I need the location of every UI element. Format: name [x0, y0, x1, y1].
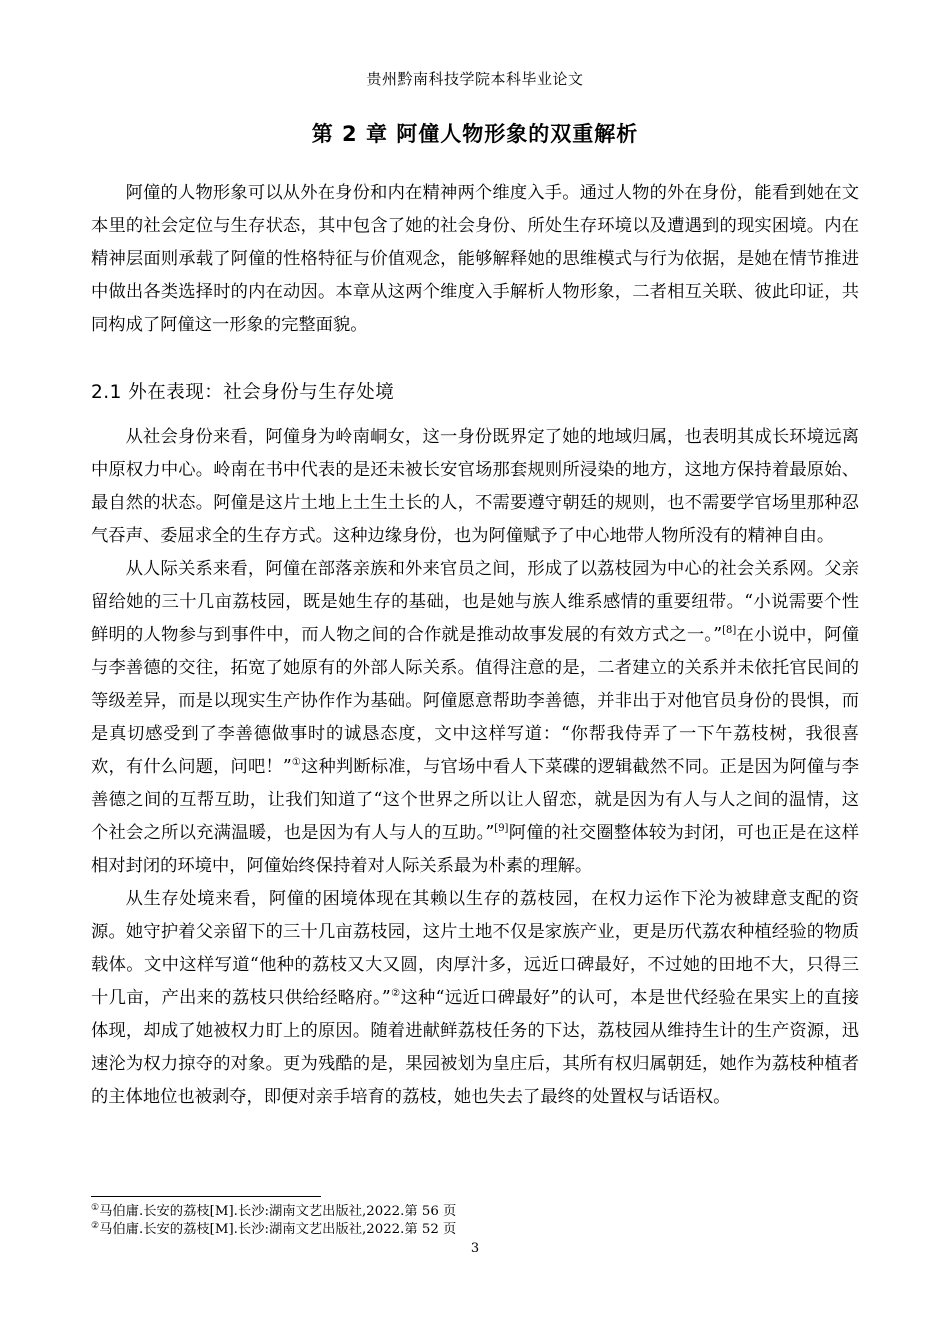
- footnote-text: 马伯庸.长安的荔枝[M].长沙:湖南文艺出版社,2022.第 52 页: [99, 1222, 457, 1237]
- paragraph-social-identity: 从社会身份来看，阿僮身为岭南峒女，这一身份既界定了她的地域归属，也表明其成长环境远离中原权力中心。岭南在书中代表的是还未被长安官场那套规则所浸染的地方，这地方保持着最原始、最自然的状态。阿僮是这片土地上土生土长的人，不需要遵守朝廷的规则，也不需要学官场里那种忍气吞声、委屈求全的生存方式。这种边缘身份，也为阿僮赋予了中心地带人物所没有的精神自由。: [91, 427, 859, 546]
- footnote-ref: ②: [390, 988, 401, 999]
- paragraph-relationships: [91, 553, 859, 883]
- paragraph-living-conditions: [91, 883, 859, 1114]
- footnote-separator: [91, 1196, 321, 1197]
- text-segment: 这种“远近口碑最好”的认可，本是世代经验在果实上的直接体现，却成了她被权力盯上的原因。随着进献鲜荔枝任务的下达，荔枝园从维持生计的生产资源，迅速沦为权力掠夺的对象。更为残酷的是，果园被划为皇庄后，其所有权归属朝廷，她作为荔枝种植者的主体地位也被剥夺，即便对亲手培育的荔枝，她也失去了最终的处置权与话语权。: [91, 988, 860, 1107]
- intro-section: [91, 177, 859, 342]
- text-segment: 阿僮的社交圈整体较为封闭，可也正是在这样相对封闭的环境中，阿僮始终保持着对人际关系最为朴素的理解。: [91, 823, 859, 876]
- footnote-item: [91, 1203, 859, 1221]
- footnotes: [91, 1203, 859, 1239]
- text-segment: 从生存处境来看，阿僮的困境体现在其赖以生存的荔枝园，在权力运作下沦为被肆意支配的资源。她守护着父亲留下的三十几亩荔枝园，这片土地不仅是家族产业，更是历代荔农种植经验的物质载体。文中这样写道“他种的荔枝又大又圆，肉厚汁多，远近口碑最好，不过她的田地不大，只得三十几亩，产出来的荔枝只供给经略府。”: [91, 889, 859, 1008]
- section-body: [91, 421, 859, 1114]
- text-segment: 这种判断标准，与官场中看人下菜碟的逻辑截然不同。正是因为阿僮与李善德之间的互帮互助，让我们知道了“这个世界之所以让人留恋，就是因为有人与人之间的温情，这个社会之所以充满温暖，也是因为有人与人的互助。”: [91, 757, 859, 843]
- citation-ref: [9]: [494, 823, 509, 834]
- footnote-ref: ①: [291, 757, 301, 768]
- footnote-text: 马伯庸.长安的荔枝[M].长沙:湖南文艺出版社,2022.第 56 页: [99, 1204, 457, 1219]
- text-segment: 从人际关系来看，阿僮在部落亲族和外来官员之间，形成了以荔枝园为中心的社会关系网。父亲留给她的三十几亩荔枝园，既是她生存的基础，也是她与族人维系感情的重要纽带。“小说需要个性鲜明的人物参与到事件中，而人物之间的合作就是推动故事发展的有效方式之一。”: [91, 559, 859, 645]
- page-number: 3: [470, 1241, 480, 1256]
- footnote-item: [91, 1221, 859, 1239]
- citation-ref: [8]: [722, 625, 737, 636]
- footnote-mark: ②: [91, 1221, 100, 1231]
- text-segment: 在小说中，阿僮与李善德的交往，拓宽了她原有的外部人际关系。值得注意的是，二者建立的关系并未依托官民间的等级差异，而是以现实生产协作作为基础。阿僮愿意帮助李善德，并非出于对他官员身份的畏惧，而是真切感受到了李善德做事时的诚恳态度，文中这样写道：“你帮我侍弄了一下午荔枝树，我很喜欢，有什么问题，问吧！”: [91, 625, 859, 777]
- running-header: 贵州黔南科技学院本科毕业论文: [366, 70, 584, 88]
- footnote-mark: ①: [91, 1203, 100, 1213]
- section-title: 2.1 外在表现：社会身份与生存处境: [91, 382, 395, 403]
- intro-paragraph: 阿僮的人物形象可以从外在身份和内在精神两个维度入手。通过人物的外在身份，能看到她在文本里的社会定位与生存状态，其中包含了她的社会身份、所处生存环境以及遭遇到的现实困境。内在精神层面则承载了阿僮的性格特征与价值观念，能够解释她的思维模式与行为依据，是她在情节推进中做出各类选择时的内在动因。本章从这两个维度入手解析人物形象，二者相互关联、彼此印证，共同构成了阿僮这一形象的完整面貌。: [91, 183, 859, 335]
- chapter-title: 第 2 章 阿僮人物形象的双重解析: [311, 122, 639, 146]
